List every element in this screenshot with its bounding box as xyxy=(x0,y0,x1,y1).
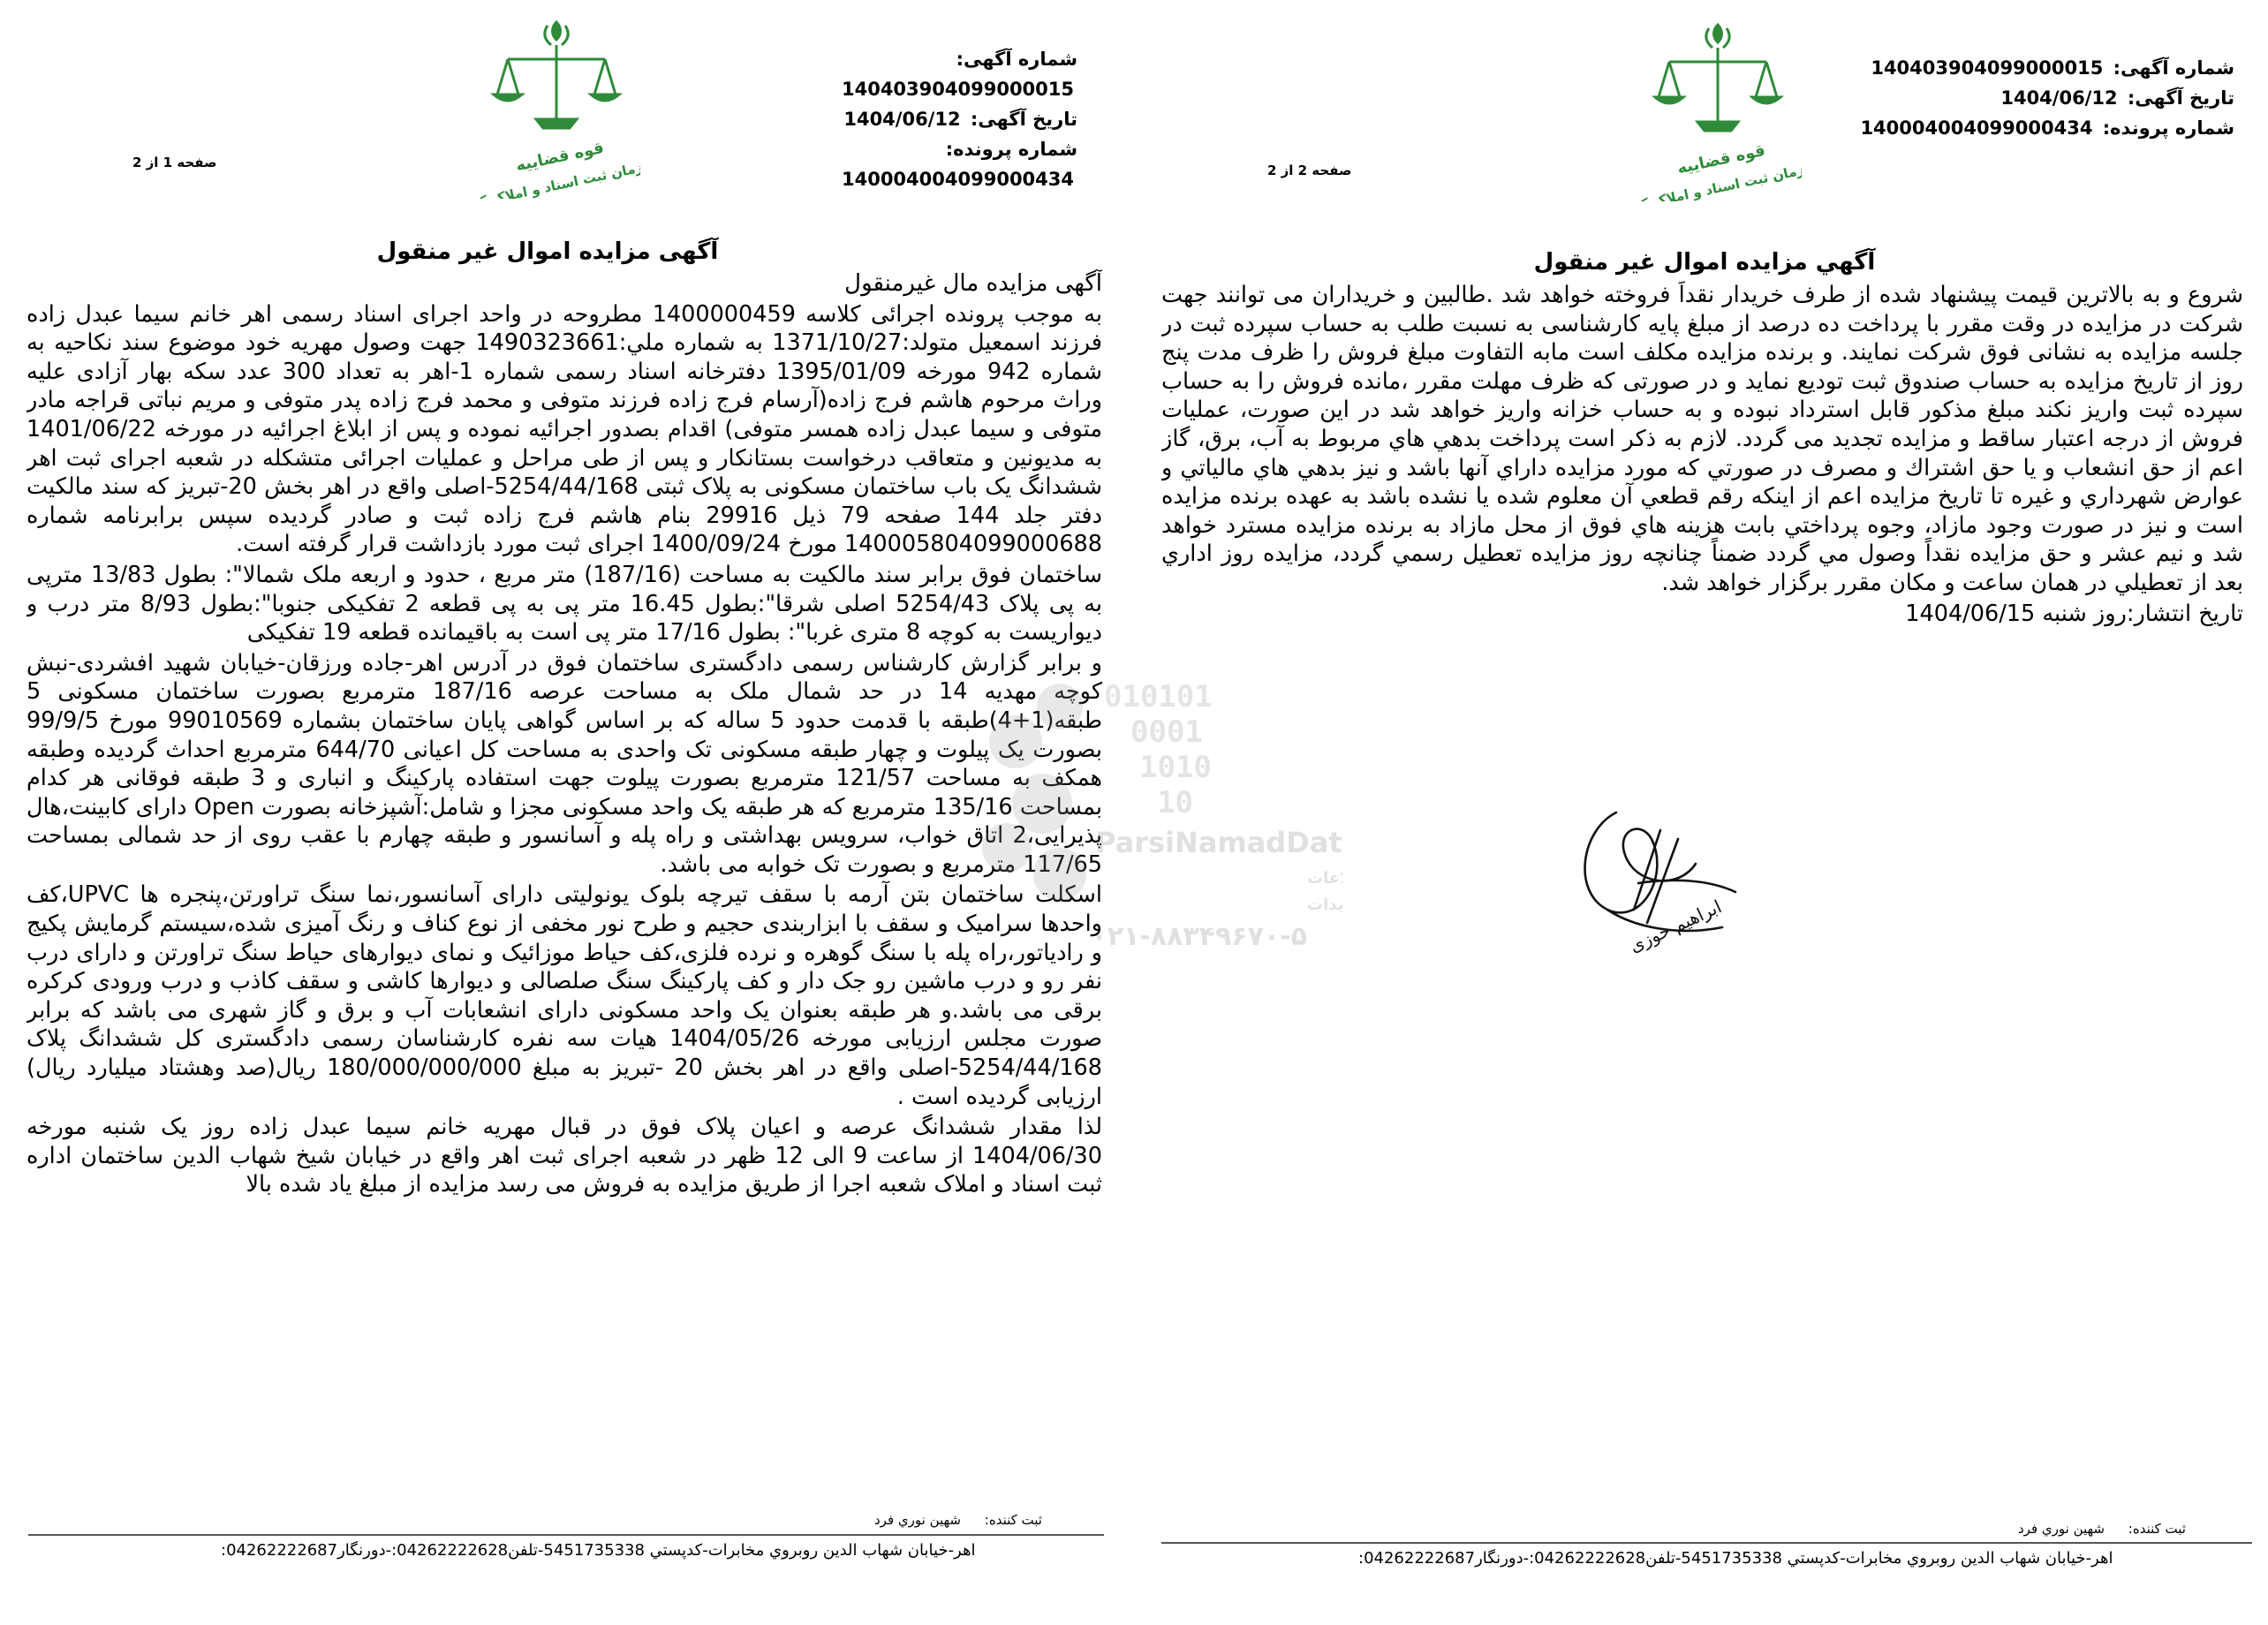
registrar xyxy=(2018,1521,2186,1537)
notice-body xyxy=(26,269,1102,1508)
notice-title: آگهی مزایده اموال غیر منقول xyxy=(376,238,719,265)
notice-number-row: شماره آگهی: 140403904099000015 xyxy=(1871,57,2234,79)
case-number-row: شماره پرونده: 140004004099000434 xyxy=(841,139,1077,190)
svg-text:۰۲۱-۸۸۳۴۹۶۷۰-۵: ۰۲۱-۸۸۳۴۹۶۷۰-۵ xyxy=(1091,921,1307,952)
svg-text:سازمان ثبت اسناد و املاک کشور: سازمان ثبت اسناد و املاک xyxy=(489,155,640,199)
signature xyxy=(1554,777,1784,957)
registrar-name: شهین نوري فرد xyxy=(2018,1521,2105,1537)
svg-text:010101: 010101 xyxy=(1104,679,1213,714)
notice-title: آگهي مزایده اموال غیر منقول xyxy=(1533,249,1876,276)
notice-date: 1404/06/12 xyxy=(843,109,961,130)
case-number-row: شماره پرونده: 140004004099000434 xyxy=(1860,117,2234,139)
page-number: صفحه 2 از 2 xyxy=(1267,162,1352,178)
judiciary-scales-emblem-icon xyxy=(472,13,640,199)
registrar xyxy=(874,1512,1042,1528)
svg-text:1010: 1010 xyxy=(1139,750,1212,785)
judiciary-scales-emblem-icon xyxy=(1634,16,1802,201)
paragraph-structure: اسکلت ساختمان بتن آرمه با سقف تیرچه بلوک یونولیتی دارای آسانسور،نما سنگ تراورتن،پنجره ها UPVC،کف واحدها سرامیک و سقف با ابزاربندی حجیم و طرح نور مخفی از نوع کناف و رنگ آمیزی شده،سیستم گرمایش پکیج و رادیاتور،راه پله با سنگ گوهره و نرده فلزی،کف حیاط موزائیک و نمای دیوارهای حیاط سنگ تراورتن و دارای درب نفر رو و درب ماشین رو جک دار و کف پارکینگ سنگ صلصالی و دیوارها کاشی و سقف کاذب و درب ورودی کرکره برقی می باشد.و هر طبقه بعنوان یک واحد مسکونی دارای انشعابات آب و برق و گاز شهری می باشد که برابر صورت مجلس ارزیابی مورخه 1404/05/26 هیات سه نفره کارشناسان رسمی دادگستری کل ششدانگ پلاک 5254/44/168-اصلی واقع در اهر بخش 20 -تبریز به مبلغ 180/000/000/000 ریال(صد وهشتاد میلیارد ریال) ارزیابی گردیده است . xyxy=(26,881,1102,1110)
paragraph-expert-report: و برابر گزارش کارشناس رسمی دادگستری ساختمان فوق در آدرس اهر-جاده ورزقان-خیابان شهید افشردی-نبش کوچه مهدیه 14 در حد شمال ملک به مساحت عرصه 187/16 مترمربع بصورت ساختمان مسکونی 5 طبقه(1+4)طبقه با قدمت حدود 5 ساله که بر اساس گواهی پایان ساختمان بشماره 99010569 مورخ 99/9/5 بصورت یک پیلوت و چهار طبقه مسکونی تک واحدی به مساحت کل اعیانی 644/70 مترمربع احداث گردیده وطبقه همکف به مساحت 121/57 مترمربع بصورت پیلوت جهت استفاده پارکینگ و انباری و 3 طبقه فوقانی هر کدام بمساحت 135/16 مترمربع که هر طبقه یک واحد مسکونی مجزا و شامل:آشپزخانه بصورت Open دارای کابینت،هال پذیرایی،2 اتاق خواب، سرویس بهداشتی و راه پله و آسانسور و طبقه چهارم با عقب روی از حد شمالی بمساحت 117/65 مترمربع و بصورت تک خوابه می باشد. xyxy=(26,649,1102,878)
notice-date-row: تاریخ آگهی: 1404/06/12 xyxy=(2000,87,2234,109)
notice-page-1 xyxy=(0,0,1122,1625)
case-number: 140004004099000434 xyxy=(841,169,1074,190)
registrar-label: ثبت کننده: xyxy=(984,1512,1042,1528)
notice-page-2 xyxy=(1139,0,2268,1625)
publication-date: تاریخ انتشار:روز شنبه 1404/06/15 xyxy=(1905,600,2243,627)
paragraph-case: به موجب پرونده اجرائی کلاسه 1400000459 مطروحه در واحد اجرای اسناد رسمی اهر خانم سیما عبدل زاده فرزند اسمعیل متولد:1371/10/27 به شماره ملي:1490323661 جهت وصول مهریه خود موضوع سند نکاحیه به شماره 942 مورخه 1395/01/09 دفترخانه اسناد رسمی شماره 1-اهر به تعداد 300 عدد سکه بهار آزادی علیه وراث مرحوم هاشم فرج زاده(آرسام فرج زاده فرزند متوفی و محمد فرج زاده پدر متوفی و مریم نباتی قراجه مادر متوفی و سیما عبدل زاده همسر متوفی) اقدام بصدور اجرائیه نموده و پس از ابلاغ اجرائیه در مورخه 1401/06/22 به مدیونین و متعاقب درخواست بستانکار و پس از طی مراحل و عملیات اجرائی متشکله در شعبه اجرای ثبت اهر ششدانگ یک باب ساختمان مسکونی به پلاک ثبتی 5254/44/168-اصلی واقع در اهر بخش 20-تبریز که سند مالکیت دفتر جلد 144 صفحه 79 ذیل 29916 بنام هاشم فرج زاده ثبت و صادر گردیده سپس برابرنامه شماره 140005804099000688 مورخ 1400/09/24 اجرای ثبت مورد بازداشت قرار گرفته است. xyxy=(26,300,1102,558)
notice-heading: آگهی مزایده مال غیرمنقول xyxy=(844,270,1102,297)
paragraph-boundaries: ساختمان فوق برابر سند مالکیت به مساحت (187/16) متر مربع ، حدود و اربعه ملک شمالا": بطول 13/83 متر‌پی به پی پلاک 5254/43 اصلی شرقا":بطول 16.45 متر پی به پی قطعه 2 تفکیکی جنوبا":بطول 8/93 متر درب و دیواریست به کوچه 8 متری غربا": بطول 17/16 متر پی است به باقیمانده قطعه 19 تفکیکی xyxy=(26,561,1102,646)
notice-meta xyxy=(1855,53,2234,143)
notice-meta xyxy=(724,44,1077,194)
svg-text:0001: 0001 xyxy=(1130,714,1203,750)
svg-text:ParsiNamadData: ParsiNamadData xyxy=(1095,826,1342,859)
svg-text:پایگاه اطلاع رسانی مناقصات و م: یدات xyxy=(1307,896,1342,914)
page-number: صفحه 1 از 2 xyxy=(132,155,217,170)
registrar-name: شهین نوري فرد xyxy=(874,1512,961,1528)
svg-text:10: 10 xyxy=(1157,785,1193,820)
footer-divider xyxy=(1161,1542,2252,1544)
svg-text:ابراهیم خوزی: ابراهیم خوزی xyxy=(1626,896,1725,954)
svg-text:قوه قضاییه: قوه قضاییه xyxy=(514,138,606,176)
notice-date: 1404/06/12 xyxy=(2000,87,2118,109)
footer-divider xyxy=(28,1534,1104,1536)
notice-number: 140403904099000015 xyxy=(1871,57,2104,79)
office-address: اهر-خیابان شهاب الدین روبروي مخابرات-کدپستي 5451735338-تلفن04262222628:-دورنگار04262222687: xyxy=(1358,1549,2113,1568)
notice-number-row: شماره آگهی: 140403904099000015 xyxy=(841,49,1077,100)
notice-number: 140403904099000015 xyxy=(841,79,1074,100)
notice-date-row: تاریخ آگهی: 1404/06/12 xyxy=(843,109,1077,130)
paragraph-auction: لذا مقدار ششدانگ عرصه و اعیان پلاک فوق در قبال مهریه خانم سیما عبدل زاده روز یک شنبه مورخه 1404/06/30 از ساعت 9 الی 12 ظهر در شعبه اجرای ثبت اهر واقع در خیابان شیخ شهاب الدین ساختمان اداره ثبت اسناد و املاک شعبه اجرا از طریق مزایده به فروش می رسد مزایده از مبلغ یاد شده بالا xyxy=(26,1114,1102,1198)
case-number: 140004004099000434 xyxy=(1860,117,2093,139)
registrar-label: ثبت کننده: xyxy=(2128,1521,2186,1537)
svg-text:سازمان ثبت اسناد و املاک کشور: سازمان ثبت اسناد و املاک xyxy=(1651,158,1802,201)
svg-text:مرکز فن آوری اطلاعات: اعات xyxy=(1307,869,1342,888)
office-address: اهر-خیابان شهاب الدین روبروي مخابرات-کدپستي 5451735338-تلفن04262222628:-دورنگار04262222687: xyxy=(221,1541,976,1560)
svg-text:قوه قضاییه: قوه قضاییه xyxy=(1675,140,1767,178)
paragraph-auction-terms: شروع و به بالاترین قیمت پیشنهاد شده از طرف خریدار نقداً فروخته خواهد شد .طالبین و خریداران می توانند جهت شرکت در مزایده در وقت مقرر با پرداخت ده درصد از مبلغ پایه کارشناسی به نسبت طلب به حساب سپرده ثبت در جلسه مزایده به نشانی فوق شرکت نمایند. و برنده مزایده مکلف است مابه التفاوت مبلغ فروش را ظرف مدت پنج روز از تاریخ مزایده به حساب صندوق ثبت تودیع نماید و در صورتی که ظرف مهلت مقرر ،مانده فروش را به حساب سپرده ثبت واریز نکند مبلغ مذکور قابل استرداد نبوده و به حساب خزانه واریز خواهد شد در این صورت، عملیات فروش از درجه اعتبار ساقط و مزایده تجدید می گردد. لازم به ذکر است پرداخت بدهي هاي مربوط به آب، برق، گاز اعم از حق انشعاب و یا حق اشتراك و مصرف در صورتي كه مورد مزایده داراي آنها باشد و نیز بدهي هاي مالیاتي و عوارض شهرداري و غیره تا تاریخ مزایده اعم از اینكه رقم قطعي آن معلوم شده یا نشده باشد به عهده برنده مزایده است و نیز در صورت وجود مازاد، وجوه پرداختي بابت هزینه هاي فوق از محل مازاد به برنده مزایده مسترد خواهد شد و نیم عشر و حق مزایده نقداً وصول مي گردد ضمناً چنانچه روز مزایده تعطیل رسمي گردد، مزایده روز اداري بعد از تعطیلي در همان ساعت و مكان مقرر برگزار خواهد شد. xyxy=(1161,282,2243,596)
notice-body xyxy=(1161,281,2243,740)
